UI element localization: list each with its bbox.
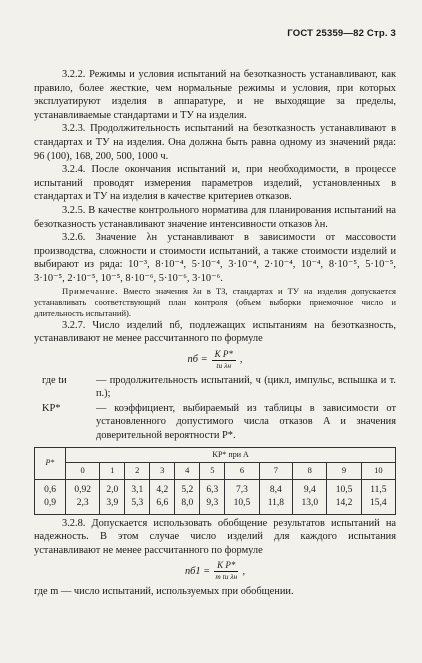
note-lead: Примечание. [62,285,119,296]
table-col-header: 4 [175,462,200,479]
table-cell: 6,3 9,3 [200,479,225,514]
table-cell: 3,1 5,3 [125,479,150,514]
paragraph-3-2-6: 3.2.6. Значение λн устанавливают в зависимости от массовости производства, сложности и стоимости испытаний, а также стоимости изделий и выбирают из ряда: 10⁻³, 8·10⁻⁴, 5·10⁻⁴, 3·10⁻⁴, 2·10⁻⁴, 10⁻⁴, 8·10⁻⁵, 5·10⁻⁵, 3·10⁻⁵, 2·10⁻⁵, 10⁻⁵, 8·10⁻⁶, 5·10⁻⁶, 3·10⁻⁶. [34,232,396,284]
table-col-header: 7 [259,462,293,479]
note-text: Вместо значения λн в ТЗ, стандартах и ТУ на изделия допускается устанавливать соответствующий план контроля (объем выборки приемочное число и длительность испытаний). [34,285,396,318]
table-cell: 7,3 10,5 [225,479,259,514]
formula-numerator: K P* [212,349,236,361]
definition-t-i [34,374,396,401]
table-col-header: 3 [150,462,175,479]
paragraph-3-2-7: 3.2.7. Число изделий nб, подлежащих испытаниям на безотказность, устанавливают не менее рассчитанного по формуле [34,319,396,345]
document-body [34,68,396,599]
formula-denominator: m tи λн [215,572,238,582]
definition-k-p [34,402,396,443]
definition-desc: — коэффициент, выбираемый из таблицы в зависимости от установленного допустимого числа отказов A и значения доверительной вероятности P*. [96,402,396,442]
table-cell: 5,2 8,0 [175,479,200,514]
table-col-header: 2 [125,462,150,479]
table-p-cell: 0,6 0,9 [35,479,66,514]
table-p-header: P* [35,447,66,479]
table-cell: 4,2 6,6 [150,479,175,514]
coefficient-table [34,447,396,515]
table-col-header: 1 [100,462,125,479]
formula-lhs: nб1 = [184,565,211,577]
paragraph-3-2-8: 3.2.8. Допускается использовать обобщение результатов испытаний на надежность. В этом случае число изделий для каждого испытания устанавливают не менее рассчитанного по формуле [34,517,396,556]
formula-denominator: tи λн [216,360,232,370]
formula-n-b [34,349,396,371]
formula-tail: , [242,565,246,577]
definition-desc: — продолжительность испытаний, ч (цикл, импульс, вспышка и т. п.); [96,374,396,400]
formula-numerator: K P* [214,560,238,572]
table-cell: 9,4 13,0 [293,479,327,514]
formula-fraction [212,349,236,371]
table-row [35,479,396,514]
definition-term: KP* [42,402,61,414]
formula-fraction [214,560,238,582]
table-col-header: 5 [200,462,225,479]
definition-term: где tи [42,374,67,386]
page-header: ГОСТ 25359—82 Стр. 3 [287,28,396,39]
formula-n-b1 [34,560,396,582]
table-cell: 10,5 14,2 [327,479,361,514]
table-cell: 2,0 3,9 [100,479,125,514]
table-col-header: 6 [225,462,259,479]
paragraph-3-2-4: 3.2.4. После окончания испытаний и, при необходимости, в процессе испытаний проводят измерения параметров изделий, установленных в стандартах и ТУ на изделия в качестве критериев отказов. [34,164,396,203]
table-cell: 0,92 2,3 [66,479,100,514]
table-col-header: 0 [66,462,100,479]
table-group-header: KP* при A [66,447,396,462]
final-line: где m — число испытаний, используемых при обобщении. [34,586,294,598]
table-col-header: 9 [327,462,361,479]
table-col-header: 8 [293,462,327,479]
paragraph-3-2-2: 3.2.2. Режимы и условия испытаний на безотказность устанавливают, как правило, более жесткие, чем нормальные режимы и условия, при которых эксплуатируют изделия в аппаратуре, и не выходящие за пределы, устанавливаемые стандартами и ТУ на изделия. [34,69,396,121]
paragraph-3-2-3: 3.2.3. Продолжительность испытаний на безотказность устанавливают в стандартах и ТУ на изделия. Она должна быть равна одному из значений ряда: 96 (100), 168, 200, 500, 1000 ч. [34,123,396,162]
formula-tail: , [239,353,243,365]
table-col-header: 10 [361,462,395,479]
table-cell: 8,4 11,8 [259,479,293,514]
paragraph-3-2-5: 3.2.5. В качестве контрольного норматива для планирования испытаний на безотказность устанавливают значение интенсивности отказов λн. [34,204,396,230]
note [34,286,396,319]
formula-lhs: nб = [187,353,208,365]
table-cell: 11,5 15,4 [361,479,395,514]
